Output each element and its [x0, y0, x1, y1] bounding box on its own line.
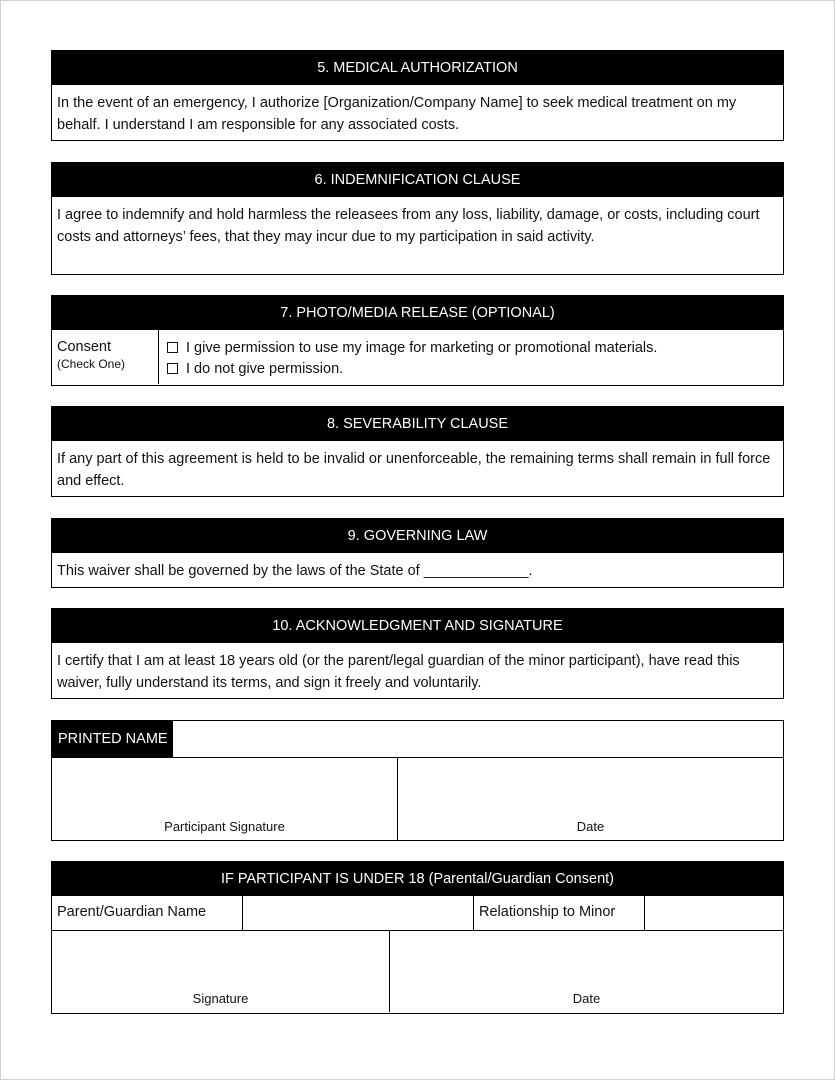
section-medical-authorization [51, 50, 784, 141]
section-text: If any part of this agreement is held to be invalid or unenforceable, the remaining terms shall remain in full force and effect. [57, 451, 771, 489]
section-text: I agree to indemnify and hold harmless the releasees from any loss, liability, damage, or costs, including court costs and attorneys’ fees, that they may incur due to my participation in said activity. [57, 207, 760, 245]
guardian-name-field[interactable] [243, 896, 474, 930]
participant-signature-label: Participant Signature [164, 819, 285, 834]
consent-option-no-label: I do not give permission. [186, 361, 344, 377]
guardian-title: IF PARTICIPANT IS UNDER 18 (Parental/Guardian Consent) [52, 862, 783, 896]
consent-option-yes-label: I give permission to use my image for marketing or promotional materials. [186, 340, 658, 356]
participant-date-field[interactable] [398, 758, 783, 840]
section-text: This waiver shall be governed by the laws of the State of _____________. [57, 563, 533, 579]
guardian-date-label: Date [572, 991, 601, 1006]
checkbox[interactable] [167, 342, 178, 353]
section-text: I certify that I am at least 18 years old (or the parent/legal guardian of the minor participant), have read this waiver, fully understand its terms, and sign it freely and voluntarily. [57, 653, 740, 691]
participant-signature-block [51, 720, 784, 841]
section-title: 6. INDEMNIFICATION CLAUSE [52, 163, 783, 197]
guardian-consent-block [51, 861, 784, 1014]
printed-name-field[interactable] [173, 721, 783, 757]
section-title: 8. SEVERABILITY CLAUSE [52, 407, 783, 441]
consent-options [159, 330, 657, 384]
relationship-field[interactable] [645, 896, 783, 930]
section-title: 5. MEDICAL AUTHORIZATION [52, 51, 783, 85]
guardian-name-label: Parent/Guardian Name [52, 896, 243, 930]
section-text: In the event of an emergency, I authorize [Organization/Company Name] to seek medical treatment on my behalf. I understand I am responsible for any associated costs. [57, 95, 737, 133]
participant-signature-field[interactable] [52, 758, 398, 840]
printed-name-row [52, 721, 783, 757]
section-governing-law [51, 518, 784, 588]
section-indemnification-clause [51, 162, 784, 275]
relationship-label: Relationship to Minor [474, 896, 645, 930]
guardian-signature-field[interactable] [52, 931, 390, 1012]
participant-date-label: Date [576, 819, 605, 834]
consent-option-yes[interactable] [165, 338, 657, 359]
consent-label: Consent [57, 339, 112, 355]
consent-hint: (Check One) [57, 357, 126, 371]
consent-option-no[interactable] [165, 359, 657, 380]
guardian-signature-row [52, 931, 783, 1012]
section-photo-media-release [51, 295, 784, 386]
section-title: 7. PHOTO/MEDIA RELEASE (OPTIONAL) [52, 296, 783, 330]
section-title: 10. ACKNOWLEDGMENT AND SIGNATURE [52, 609, 783, 643]
section-severability-clause [51, 406, 784, 497]
printed-name-label: PRINTED NAME [52, 721, 173, 757]
section-title: 9. GOVERNING LAW [52, 519, 783, 553]
participant-signature-row [52, 757, 783, 840]
guardian-name-row [52, 896, 783, 931]
guardian-signature-label: Signature [192, 991, 249, 1006]
checkbox[interactable] [167, 363, 178, 374]
guardian-date-field[interactable] [390, 931, 783, 1012]
consent-label-cell [52, 330, 159, 384]
consent-row [52, 330, 783, 384]
section-acknowledgment-signature [51, 608, 784, 699]
